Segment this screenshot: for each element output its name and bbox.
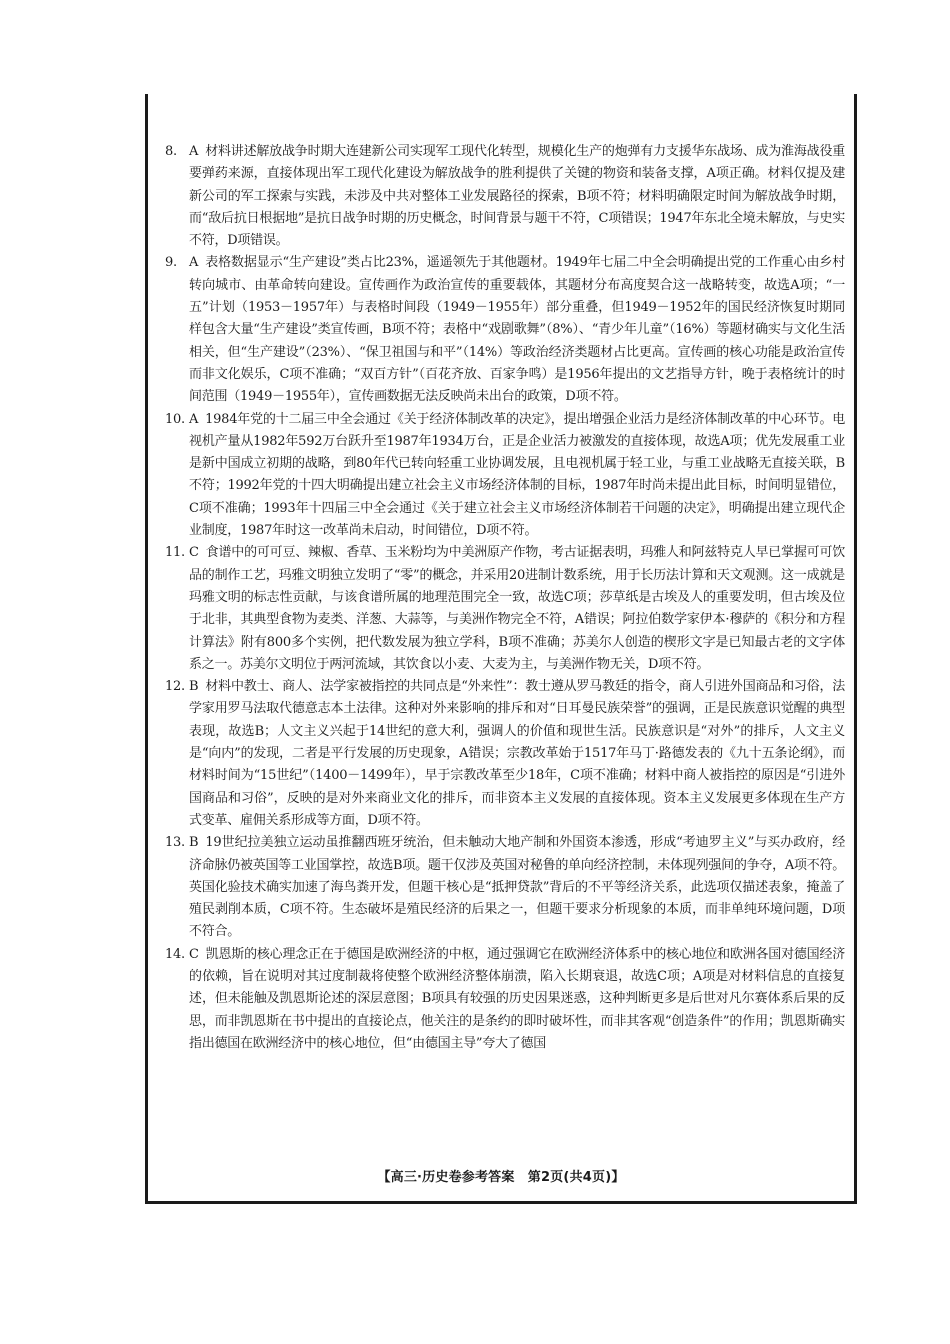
item-explanation: 凯恩斯的核心理念正在于德国是欧洲经济的中枢，通过强调它在欧洲经济体系中的核心地位和欧洲各国对德国经济的依赖，旨在说明对其过度制裁将使整个欧洲经济整体崩溃，陷入长期衰退，故选C项；A项是对材料信息的直接复述，但未能触及凯恩斯论述的深层意图；B项具有较强的历史因果迷惑，这种判断更多是后世对凡尔赛体系后果的反思，而非凯恩斯在书中提出的直接论点，他关注的是条约的即时破坏性，而非其客观“创造条件”的作用；凯恩斯确实指出德国在欧洲经济中的核心地位，但“由德国主导”夸大了德国 [189, 946, 845, 1051]
item-answer: C [189, 545, 199, 561]
item-explanation: 材料中教士、商人、法学家被指控的共同点是“外来性”：教士遵从罗马教廷的指令，商人引进外国商品和习俗，法学家用罗马法取代德意志本土法律。这种对外来影响的排斥和对“日耳曼民族荣誉”的强调，正是民族意识觉醒的典型表现，故选B；人文主义兴起于14世纪的意大利，强调人的价值和现世生活。民族意识是“对外”的排斥，人文主义是“向内”的发现，二者是平行发展的历史现象，A错误；宗教改革始于1517年马丁·路德发表的《九十五条论纲》，而材料时间为“15世纪”（1400－1499年），早于宗教改革至少18年，C项不准确；材料中商人被指控的原因是“引进外国商品和习俗”，反映的是对外来商业文化的排斥，而非资本主义发展的直接体现。资本主义发展更多体现在生产方式变革、雇佣关系形成等方面，D项不符。 [189, 679, 845, 828]
answer-item-8 [165, 141, 845, 252]
item-answer: B [189, 835, 199, 851]
item-explanation: 19世纪拉美独立运动虽推翻西班牙统治，但未触动大地产制和外国资本渗透，形成“考迪罗主义”与买办政府，经济命脉仍被英国等工业国掌控，故选B项。题干仅涉及英国对秘鲁的单向经济控制，未体现列强间的争夺，A项不符。英国化验技术确实加速了海鸟粪开发，但题干核心是“抵押贷款”背后的不平等经济关系，此选项仅描述表象，掩盖了殖民剥削本质，C项不符。生态破坏是殖民经济的后果之一，但题干要求分析现象的本质，而非单纯环境问题，D项不符合。 [189, 835, 845, 940]
page-footer: 【高三·历史卷参考答案 第2页(共4页)】 [377, 1170, 625, 1185]
item-answer: B [189, 679, 199, 695]
item-number: 14. [165, 946, 185, 962]
item-answer: A [189, 144, 199, 159]
answer-item-12 [165, 676, 845, 832]
item-number: 8. [165, 144, 177, 159]
item-number: 12. [165, 679, 185, 695]
answer-item-13 [165, 832, 845, 943]
answer-item-14 [165, 944, 845, 1055]
item-answer: C [189, 946, 199, 962]
item-answer: A [189, 411, 199, 427]
item-number: 13. [165, 835, 185, 851]
item-number: 10. [165, 411, 185, 427]
answer-item-10 [165, 409, 845, 543]
item-explanation: 材料讲述解放战争时期大连建新公司实现军工现代化转型，规模化生产的炮弹有力支援华东战场、成为淮海战役重要弹药来源，直接体现出军工现代化建设为解放战争的胜利提供了关键的物资和装备支撑，A项正确。材料仅提及建新公司的军工探索与实践，未涉及中共对整体工业发展路径的探索，B项不符；材料明确限定时间为解放战争时期，而“敌后抗日根据地”是抗日战争时期的历史概念，时间背景与题干不符，C项错误；1947年东北全境未解放，与史实不符，D项错误。 [189, 144, 845, 249]
item-number: 11. [165, 545, 185, 561]
answer-item-11 [165, 542, 845, 676]
item-answer: A [189, 255, 199, 271]
item-explanation: 1984年党的十二届三中全会通过《关于经济体制改革的决定》，提出增强企业活力是经济体制改革的中心环节。电视机产量从1982年592万台跃升至1987年1934万台，正是企业活力被激发的直接体现，故选A项；优先发展重工业是新中国成立初期的战略，到80年代已转向轻重工业协调发展，且电视机属于轻工业，与重工业战略无直接关联，B不符；1992年党的十四大明确提出建立社会主义市场经济体制的目标，1987年时尚未提出此目标，时间明显错位，C项不准确；1993年十四届三中全会通过《关于建立社会主义市场经济体制若干问题的决定》，明确提出建立现代企业制度，1987年时这一改革尚未启动，时间错位，D项不符。 [189, 411, 845, 539]
answer-content [165, 141, 845, 1055]
item-explanation: 表格数据显示“生产建设”类占比23%，遥遥领先于其他题材。1949年七届二中全会明确提出党的工作重心由乡村转向城市、由革命转向建设。宣传画作为政治宣传的重要载体，其题材分布高度契合这一战略转变，故选A项；“一五”计划（1953－1957年）与表格时间段（1949－1955年）部分重叠，但1949－1952年的国民经济恢复时期同样包含大量“生产建设”类宣传画，B项不符；表格中“戏剧歌舞”（8%）、“青少年儿童”（16%）等题材确实与文化生活相关，但“生产建设”（23%）、“保卫祖国与和平”（14%）等政治经济类题材占比更高。宣传画的核心功能是政治宣传而非文化娱乐，C项不准确；“双百方针”（百花齐放、百家争鸣）是1956年提出的文艺指导方针，晚于表格统计的时间范围（1949－1955年），宣传画数据无法反映尚未出台的政策，D项不符。 [189, 255, 845, 405]
item-explanation: 食谱中的可可豆、辣椒、香草、玉米粉均为中美洲原产作物，考古证据表明，玛雅人和阿兹特克人早已掌握可可饮品的制作工艺，玛雅文明独立发明了“零”的概念，并采用20进制计数系统，用于长历法计算和天文观测。这一成就是玛雅文明的标志性贡献，与该食谱所属的地理范围完全一致，故选C项；莎草纸是古埃及人的重要发明，但古埃及位于北非，其典型食物为麦类、洋葱、大蒜等，与美洲作物完全不符，A错误；阿拉伯数学家伊本·穆萨的《积分和方程计算法》附有800多个实例，把代数发展为独立学科，B项不准确；苏美尔人创造的楔形文字是已知最古老的文字体系之一。苏美尔文明位于两河流域，其饮食以小麦、大麦为主，与美洲作物无关，D项不符。 [189, 545, 845, 672]
answer-item-9 [165, 252, 845, 408]
item-number: 9. [165, 255, 177, 271]
